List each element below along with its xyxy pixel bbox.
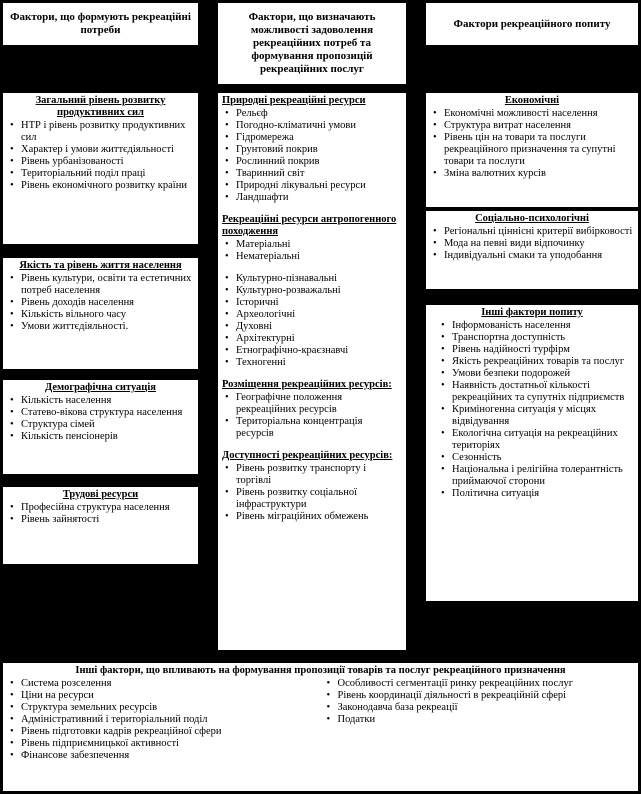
list-item: • Грунтовий покрив <box>222 144 402 156</box>
section-economic <box>425 92 639 208</box>
header-recreational-demand <box>425 2 639 46</box>
list-item: • Рівень урбанізованості <box>7 156 194 168</box>
list <box>7 273 194 333</box>
section-title: Доступності рекреаційних ресурсів: <box>222 450 393 461</box>
list-item: • Рівень координації діяльності в рекреаційній сфері <box>324 690 635 702</box>
list-item: • Територіальний поділ праці <box>7 168 194 180</box>
section-title: Демографічна ситуація <box>45 382 156 393</box>
list-item: • Система розселення <box>7 678 318 690</box>
list-item: • Статево-вікова структура населення <box>7 407 194 419</box>
list-item: • Археологічні <box>222 309 402 321</box>
list-item: • Рівень розвитку соціальної інфраструктури <box>222 487 402 511</box>
list-item: • Тваринний світ <box>222 168 402 180</box>
list-item: • Професійна структура населення <box>7 502 194 514</box>
list-item: • Економічні можливості населення <box>430 108 634 120</box>
list-item: • Індивідуальні смаки та уподобання <box>430 250 634 262</box>
list-item: • Ландшафти <box>222 192 402 204</box>
section-title: Інші фактори, що впливають на формування пропозиції товарів та послуг рекреаційного призначення <box>75 665 566 676</box>
list <box>222 392 402 440</box>
list <box>7 502 194 526</box>
header-right-text: Фактори рекреаційного попиту <box>453 17 611 30</box>
list-item: • Мода на певні види відпочинку <box>430 238 634 250</box>
list-item: • Криміногенна ситуація у місцях відвідування <box>438 404 634 428</box>
list-item: • Культурно-розважальні <box>222 285 402 297</box>
list-item: • Рельєф <box>222 108 402 120</box>
list-item: • Регіональні ціннісні критерії вибірковості <box>430 226 634 238</box>
section-socio-psychological <box>425 210 639 290</box>
list-item: • Структура витрат населення <box>430 120 634 132</box>
list-item: • Якість рекреаційних товарів та послуг <box>438 356 634 368</box>
list-item: • Рослинний покрив <box>222 156 402 168</box>
list <box>430 108 634 180</box>
list-item: • Рівень підготовки кадрів рекреаційної сфери <box>7 726 318 738</box>
list <box>318 678 635 762</box>
list-item: • Законодавча база рекреації <box>324 702 635 714</box>
section-title: Рекреаційні ресурси антропогенного походження <box>222 214 397 237</box>
list-item: • Структура земельних ресурсів <box>7 702 318 714</box>
section-other-demand-factors <box>425 304 639 602</box>
header-supply-possibilities <box>217 2 407 85</box>
list-item: • Рівень культури, освіти та естетичних потреб населення <box>7 273 194 297</box>
list-item: • Рівень підприємницької активності <box>7 738 318 750</box>
list-item: • Транспортна доступність <box>438 332 634 344</box>
list-item: • НТР і рівень розвитку продуктивних сил <box>7 120 194 144</box>
list-item: • Рівень міграційних обмежень <box>222 511 402 523</box>
header-left-text: Фактори, що формують рекреаційні потреби <box>10 11 191 36</box>
section-title: Трудові ресурси <box>62 489 139 500</box>
list-item: • Національна і релігійна толерантність приймаючої сторони <box>438 464 634 488</box>
section-demographic <box>2 379 199 475</box>
list-item: • Наявність достатньої кількості рекреаційних та супутніх підприємств <box>438 380 634 404</box>
list <box>430 226 634 262</box>
section-title: Інші фактори попиту <box>481 307 583 318</box>
section-labor-resources <box>2 486 199 565</box>
section-recreational-resources <box>217 92 407 651</box>
list-item: • Історичні <box>222 297 402 309</box>
list-item: • Рівень надійності турфірм <box>438 344 634 356</box>
list-item: • Природні лікувальні ресурси <box>222 180 402 192</box>
list-item: • Нематеріальні <box>222 251 402 263</box>
section-other-supply-factors <box>2 662 639 792</box>
list <box>222 108 402 204</box>
section-quality-of-life <box>2 257 199 370</box>
header-center-text: Фактори, що визначають можливості задоволення рекреаційних потреб та формування пропозицій рекреаційних послуг <box>248 11 376 75</box>
list-item: • Фінансове забезпечення <box>7 750 318 762</box>
list-item: • Кількість пенсіонерів <box>7 431 194 443</box>
section-title: Економічні <box>504 95 560 106</box>
list-item: • Рівень зайнятості <box>7 514 194 526</box>
list-item: • Кількість населення <box>7 395 194 407</box>
list-item: • Адміністративний і територіальний поділ <box>7 714 318 726</box>
columns <box>7 678 634 762</box>
list-item: • Географічне положення рекреаційних ресурсів <box>222 392 402 416</box>
list-item: • Погодно-кліматичні умови <box>222 120 402 132</box>
list-item: • Політична ситуація <box>438 488 634 500</box>
list <box>222 239 402 263</box>
list-item: • Рівень доходів населення <box>7 297 194 309</box>
list-item: • Екологічна ситуація на рекреаційних територіях <box>438 428 634 452</box>
list-item: • Умови життєдіяльності. <box>7 321 194 333</box>
list-item: • Сезонність <box>438 452 634 464</box>
header-demand-formation <box>2 2 199 46</box>
list-item: • Етнографічно-краєзнавчі <box>222 345 402 357</box>
list-item: • Особливості сегментації ринку рекреаційних послуг <box>324 678 635 690</box>
list-item: • Зміна валютних курсів <box>430 168 634 180</box>
section-title: Розміщення рекреаційних ресурсів: <box>222 379 392 390</box>
list <box>222 273 402 369</box>
list <box>7 120 194 192</box>
list-item: • Рівень розвитку транспорту і торгівлі <box>222 463 402 487</box>
list-item: • Культурно-пізнавальні <box>222 273 402 285</box>
section-productive-forces <box>2 92 199 245</box>
list <box>430 320 634 500</box>
list-item: • Характер і умови життєдіяльності <box>7 144 194 156</box>
list <box>222 463 402 523</box>
section-title: Якість та рівень життя населення <box>19 260 182 271</box>
list-item: • Архітектурні <box>222 333 402 345</box>
list-item: • Духовні <box>222 321 402 333</box>
section-title: Природні рекреаційні ресурси <box>222 95 366 106</box>
list-item: • Податки <box>324 714 635 726</box>
list-item: • Матеріальні <box>222 239 402 251</box>
list-item: • Гідромережа <box>222 132 402 144</box>
list <box>7 395 194 443</box>
list-item: • Умови безпеки подорожей <box>438 368 634 380</box>
section-title: Соціально-психологічні <box>475 213 589 224</box>
list <box>7 678 318 762</box>
list-item: • Територіальна концентрація ресурсів <box>222 416 402 440</box>
list-item: • Інформованість населення <box>438 320 634 332</box>
list-item: • Рівень економічного розвитку країни <box>7 180 194 192</box>
list-item: • Ціни на ресурси <box>7 690 318 702</box>
list-item: • Техногенні <box>222 357 402 369</box>
section-title: Загальний рівень розвитку продуктивних сил <box>35 95 166 118</box>
list-item: • Кількість вільного часу <box>7 309 194 321</box>
list-item: • Рівень цін на товари та послуги рекреаційного призначення та супутні товари та послуги <box>430 132 634 168</box>
list-item: • Структура сімей <box>7 419 194 431</box>
